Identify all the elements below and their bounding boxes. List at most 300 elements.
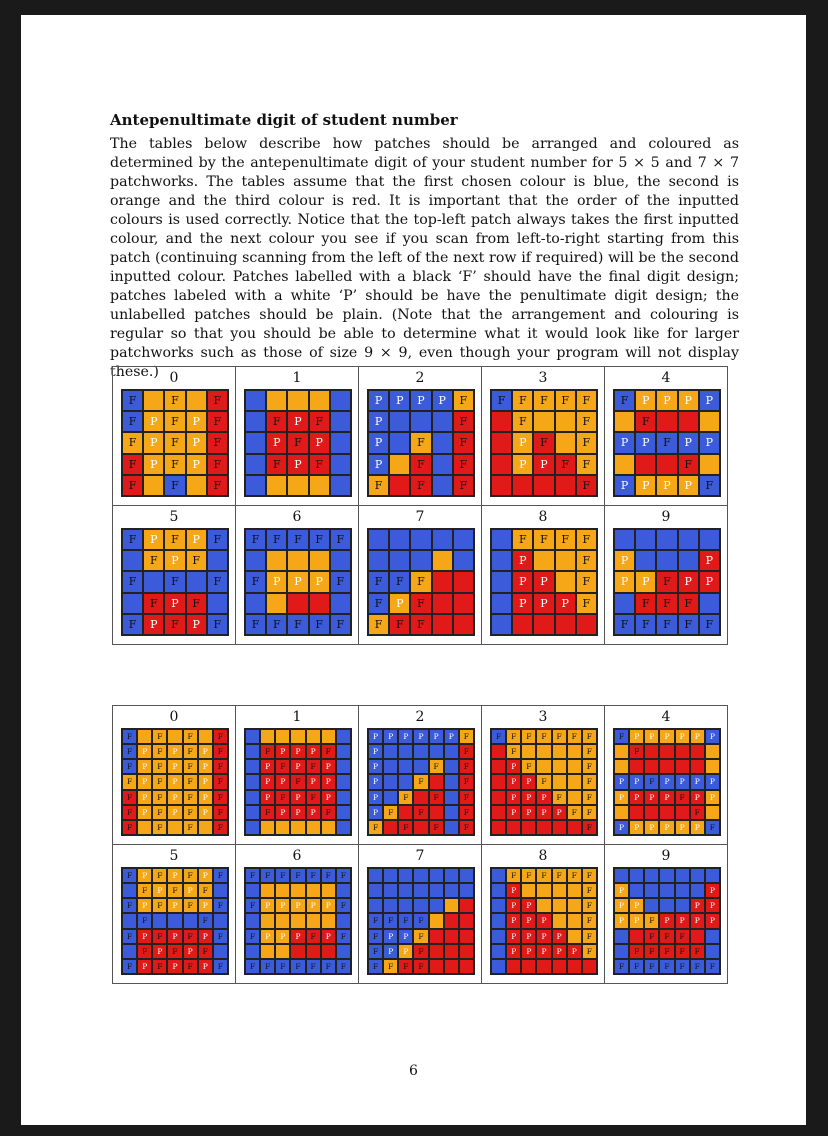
patch-tile: F <box>198 913 213 928</box>
patch-tile <box>429 774 444 789</box>
patch-tile <box>521 744 536 759</box>
patch-tile <box>444 898 459 913</box>
patch-tile: P <box>137 790 152 805</box>
patch-tile: F <box>644 959 659 974</box>
patch-tile: P <box>629 790 644 805</box>
patch-tile <box>368 529 389 550</box>
patch-tile <box>245 913 260 928</box>
patch-tile <box>245 390 266 411</box>
patchwork-grid <box>244 728 352 836</box>
patch-tile: P <box>629 913 644 928</box>
patch-tile <box>122 883 137 898</box>
patch-tile: F <box>429 759 444 774</box>
patch-tile: F <box>122 454 143 475</box>
patch-tile <box>699 454 720 475</box>
patch-tile: F <box>183 744 198 759</box>
patch-tile <box>444 820 459 835</box>
patch-tile <box>383 774 398 789</box>
patchwork-grid <box>121 389 229 497</box>
pattern-cell <box>236 367 359 506</box>
patchwork-grid <box>367 728 475 836</box>
patch-tile: F <box>383 913 398 928</box>
patch-tile: F <box>152 774 167 789</box>
patch-tile: F <box>260 868 275 883</box>
patch-tile: F <box>207 475 228 496</box>
patch-tile: F <box>576 571 597 592</box>
patch-tile: P <box>629 898 644 913</box>
patch-tile <box>306 913 321 928</box>
patch-tile <box>635 550 656 571</box>
patch-tile <box>306 883 321 898</box>
patch-tile <box>491 913 506 928</box>
patch-tile <box>383 744 398 759</box>
digit-label: 6 <box>292 848 302 864</box>
patch-tile <box>675 868 690 883</box>
patchwork-grid <box>613 528 721 636</box>
patch-tile: F <box>213 959 228 974</box>
patch-tile <box>533 475 554 496</box>
patch-tile <box>705 944 720 959</box>
patch-tile: F <box>533 432 554 453</box>
digit-label: 9 <box>661 509 671 525</box>
patch-tile <box>266 550 287 571</box>
patch-tile: F <box>582 744 597 759</box>
patch-tile <box>552 883 567 898</box>
patch-tile <box>444 868 459 883</box>
patch-tile <box>678 550 699 571</box>
patch-tile <box>398 774 413 789</box>
patch-tile <box>614 805 629 820</box>
patch-tile: F <box>459 790 474 805</box>
patch-tile <box>398 883 413 898</box>
patch-tile: F <box>368 944 383 959</box>
digit-label: 2 <box>415 370 425 386</box>
patch-tile <box>635 529 656 550</box>
patch-tile: P <box>659 820 674 835</box>
patch-tile: P <box>614 475 635 496</box>
patch-tile: P <box>398 729 413 744</box>
patch-tile: F <box>152 868 167 883</box>
patchwork-grid <box>490 389 598 497</box>
patch-tile: F <box>152 820 167 835</box>
patch-tile <box>186 475 207 496</box>
patch-tile <box>659 805 674 820</box>
patch-tile <box>614 868 629 883</box>
patch-tile: F <box>644 944 659 959</box>
patch-tile <box>567 744 582 759</box>
patch-tile: F <box>207 432 228 453</box>
patch-tile <box>491 929 506 944</box>
patch-tile <box>137 729 152 744</box>
patch-tile <box>287 593 308 614</box>
patch-tile <box>644 759 659 774</box>
pattern-cell <box>605 706 728 845</box>
patch-tile <box>330 550 351 571</box>
patch-tile <box>245 820 260 835</box>
patch-tile: P <box>290 759 305 774</box>
patch-tile: F <box>410 475 431 496</box>
patch-tile: P <box>167 929 182 944</box>
patch-tile: F <box>306 759 321 774</box>
patch-tile: F <box>368 820 383 835</box>
patch-tile <box>143 571 164 592</box>
patch-tile <box>143 475 164 496</box>
patch-tile: F <box>287 614 308 635</box>
patch-tile <box>552 959 567 974</box>
patch-tile: F <box>321 868 336 883</box>
patch-tile <box>555 571 576 592</box>
patch-tile <box>491 959 506 974</box>
patchwork-grid <box>367 389 475 497</box>
patch-tile: P <box>705 774 720 789</box>
patch-tile <box>336 944 351 959</box>
section-heading: Antepenultimate digit of student number <box>110 111 458 129</box>
patch-tile: F <box>576 475 597 496</box>
patch-tile <box>567 883 582 898</box>
patch-tile <box>453 550 474 571</box>
patch-tile: F <box>576 411 597 432</box>
patch-tile: F <box>213 774 228 789</box>
patch-tile: P <box>659 729 674 744</box>
patch-tile <box>705 744 720 759</box>
patch-tile: F <box>635 411 656 432</box>
patch-tile: F <box>122 805 137 820</box>
digit-label: 2 <box>415 709 425 725</box>
patch-tile: F <box>152 744 167 759</box>
patch-tile: F <box>122 729 137 744</box>
patch-tile <box>245 550 266 571</box>
patch-tile <box>614 529 635 550</box>
patch-tile: P <box>614 820 629 835</box>
patch-tile: F <box>459 759 474 774</box>
patch-tile: F <box>644 774 659 789</box>
patch-tile <box>459 929 474 944</box>
pattern-cell <box>113 845 236 984</box>
patch-tile: F <box>690 959 705 974</box>
patch-tile: P <box>137 759 152 774</box>
digit-label: 8 <box>538 509 548 525</box>
digit-label: 1 <box>292 709 302 725</box>
pattern-cell <box>113 706 236 845</box>
patch-tile: P <box>398 944 413 959</box>
patch-tile: F <box>644 913 659 928</box>
patch-tile <box>567 820 582 835</box>
patch-tile: F <box>164 432 185 453</box>
patch-tile: F <box>137 883 152 898</box>
patch-tile: F <box>690 944 705 959</box>
digit-label: 1 <box>292 370 302 386</box>
patch-tile <box>368 868 383 883</box>
digit-label: 0 <box>169 370 179 386</box>
patch-tile: F <box>164 571 185 592</box>
patch-tile <box>491 593 512 614</box>
patch-tile: F <box>213 820 228 835</box>
patch-tile <box>536 898 551 913</box>
patch-tile: F <box>245 898 260 913</box>
patch-tile: P <box>512 454 533 475</box>
patch-tile: P <box>368 744 383 759</box>
patch-tile <box>290 820 305 835</box>
patch-tile: F <box>260 805 275 820</box>
patch-tile: F <box>576 454 597 475</box>
patch-tile: P <box>614 913 629 928</box>
patch-tile <box>266 475 287 496</box>
patch-tile: P <box>659 790 674 805</box>
patch-tile: P <box>266 432 287 453</box>
patch-tile: F <box>459 744 474 759</box>
patch-tile <box>275 944 290 959</box>
patchwork-grid <box>490 728 598 836</box>
patch-tile: F <box>207 454 228 475</box>
patch-tile: F <box>275 868 290 883</box>
patch-tile: F <box>122 774 137 789</box>
patch-tile: F <box>164 529 185 550</box>
patch-tile <box>512 475 533 496</box>
patch-tile: P <box>137 805 152 820</box>
patch-tile: F <box>122 411 143 432</box>
patch-tile: P <box>521 944 536 959</box>
patch-tile: P <box>198 759 213 774</box>
patch-tile <box>309 550 330 571</box>
patch-tile: P <box>260 790 275 805</box>
patch-tile: F <box>512 529 533 550</box>
patch-tile: P <box>705 729 720 744</box>
patch-tile: F <box>383 805 398 820</box>
patch-tile: P <box>137 929 152 944</box>
patch-tile <box>675 883 690 898</box>
patch-tile <box>690 744 705 759</box>
patch-tile <box>432 571 453 592</box>
pattern-cell <box>359 706 482 845</box>
patch-tile <box>705 868 720 883</box>
patch-tile: F <box>413 959 428 974</box>
patch-tile: F <box>521 729 536 744</box>
patch-tile: F <box>183 820 198 835</box>
patch-tile: P <box>260 898 275 913</box>
patch-tile: F <box>690 805 705 820</box>
patch-tile: F <box>245 614 266 635</box>
page-number: 6 <box>409 1063 418 1079</box>
patch-tile: F <box>321 959 336 974</box>
patch-tile: F <box>614 729 629 744</box>
patch-tile: P <box>290 790 305 805</box>
patch-tile: F <box>122 820 137 835</box>
patch-tile: F <box>245 959 260 974</box>
patch-tile <box>432 411 453 432</box>
patch-tile <box>567 959 582 974</box>
patch-tile: P <box>287 571 308 592</box>
patch-tile: P <box>533 593 554 614</box>
patch-tile: F <box>413 805 428 820</box>
patch-tile: P <box>635 432 656 453</box>
patch-tile: F <box>521 868 536 883</box>
patch-tile <box>368 883 383 898</box>
patch-tile <box>659 759 674 774</box>
patch-tile: P <box>506 790 521 805</box>
patch-tile <box>245 759 260 774</box>
digit-label: 0 <box>169 709 179 725</box>
patch-tile: F <box>678 454 699 475</box>
digit-label: 6 <box>292 509 302 525</box>
patch-tile: F <box>260 959 275 974</box>
patch-tile <box>432 614 453 635</box>
patch-tile <box>287 475 308 496</box>
patch-tile: P <box>198 959 213 974</box>
patch-tile <box>245 454 266 475</box>
patch-tile: P <box>143 411 164 432</box>
patch-tile: P <box>275 774 290 789</box>
pattern-cell <box>113 367 236 506</box>
patch-tile <box>491 883 506 898</box>
patch-tile: F <box>183 790 198 805</box>
patch-tile: P <box>506 929 521 944</box>
patch-tile: F <box>410 571 431 592</box>
patch-tile: F <box>164 411 185 432</box>
patch-tile <box>659 898 674 913</box>
patchwork-grid <box>367 867 475 975</box>
pattern-cell <box>482 367 605 506</box>
patch-tile <box>552 913 567 928</box>
patch-tile: F <box>582 898 597 913</box>
patch-tile: F <box>245 868 260 883</box>
patch-tile: F <box>198 883 213 898</box>
patch-tile: P <box>675 913 690 928</box>
patch-tile: F <box>413 944 428 959</box>
patch-tile: F <box>266 454 287 475</box>
patch-tile <box>705 805 720 820</box>
patch-tile: F <box>186 550 207 571</box>
patch-tile: F <box>429 820 444 835</box>
patch-tile: P <box>506 913 521 928</box>
patch-tile <box>552 820 567 835</box>
patch-tile <box>444 929 459 944</box>
patch-tile: F <box>368 475 389 496</box>
patch-tile: P <box>290 898 305 913</box>
patch-tile: F <box>368 593 389 614</box>
patch-tile: P <box>506 883 521 898</box>
patch-tile: P <box>198 898 213 913</box>
patch-tile: F <box>143 550 164 571</box>
patch-tile: P <box>432 390 453 411</box>
patch-tile: P <box>137 898 152 913</box>
patch-tile: F <box>183 805 198 820</box>
patch-tile <box>453 614 474 635</box>
patch-tile: F <box>459 774 474 789</box>
patch-tile <box>260 883 275 898</box>
patch-tile: F <box>567 868 582 883</box>
patch-tile: F <box>413 929 428 944</box>
patch-tile: P <box>552 944 567 959</box>
patch-tile: F <box>453 390 474 411</box>
patch-tile <box>699 593 720 614</box>
patch-tile: P <box>198 790 213 805</box>
patch-tile: P <box>368 774 383 789</box>
pattern-cell <box>482 506 605 645</box>
patch-tile: P <box>444 729 459 744</box>
patch-tile: P <box>678 432 699 453</box>
patch-tile: F <box>183 774 198 789</box>
patch-tile: F <box>336 868 351 883</box>
patch-tile: P <box>629 774 644 789</box>
patch-tile: F <box>309 454 330 475</box>
patch-tile: F <box>567 729 582 744</box>
patch-tile: F <box>614 614 635 635</box>
patch-tile: P <box>368 790 383 805</box>
patch-tile: P <box>368 805 383 820</box>
patch-tile: P <box>186 411 207 432</box>
patch-tile: P <box>321 898 336 913</box>
patch-tile: P <box>555 593 576 614</box>
patch-tile <box>567 774 582 789</box>
patch-tile <box>635 454 656 475</box>
patch-tile <box>413 868 428 883</box>
patch-tile <box>690 883 705 898</box>
patch-tile <box>491 529 512 550</box>
patch-tile: F <box>675 929 690 944</box>
patchwork-table-7x7 <box>112 705 728 984</box>
patch-tile <box>690 868 705 883</box>
patch-tile: F <box>309 529 330 550</box>
patch-tile <box>521 959 536 974</box>
patch-tile <box>555 411 576 432</box>
pattern-cell <box>236 506 359 645</box>
patch-tile: F <box>207 571 228 592</box>
patch-tile <box>506 820 521 835</box>
patch-tile: P <box>260 759 275 774</box>
patch-tile: F <box>552 868 567 883</box>
pattern-cell <box>113 506 236 645</box>
patch-tile <box>555 475 576 496</box>
patch-tile: F <box>582 820 597 835</box>
patch-tile <box>368 550 389 571</box>
patch-tile: P <box>512 432 533 453</box>
patch-tile: F <box>659 929 674 944</box>
patchwork-table-5x5 <box>112 366 728 645</box>
patch-tile: F <box>699 475 720 496</box>
patch-tile <box>330 475 351 496</box>
patch-tile <box>245 790 260 805</box>
patch-tile <box>536 883 551 898</box>
patch-tile <box>290 729 305 744</box>
patch-tile <box>290 913 305 928</box>
patch-tile <box>306 729 321 744</box>
patch-tile: F <box>410 593 431 614</box>
patch-tile <box>398 868 413 883</box>
patch-tile <box>555 614 576 635</box>
patch-tile: F <box>398 790 413 805</box>
patch-tile: F <box>183 868 198 883</box>
patch-tile: F <box>164 475 185 496</box>
patch-tile: F <box>122 614 143 635</box>
patch-tile: P <box>143 432 164 453</box>
patch-tile <box>491 454 512 475</box>
patch-tile: P <box>186 454 207 475</box>
patch-tile: F <box>309 614 330 635</box>
patch-tile <box>644 805 659 820</box>
patch-tile <box>614 929 629 944</box>
patch-tile <box>699 411 720 432</box>
patch-tile <box>629 759 644 774</box>
patch-tile <box>552 744 567 759</box>
patch-tile: F <box>536 774 551 789</box>
patch-tile: P <box>260 929 275 944</box>
patch-tile <box>383 759 398 774</box>
patch-tile: P <box>143 529 164 550</box>
patch-tile <box>552 759 567 774</box>
patch-tile: P <box>659 774 674 789</box>
patch-tile: F <box>266 614 287 635</box>
patch-tile <box>512 614 533 635</box>
